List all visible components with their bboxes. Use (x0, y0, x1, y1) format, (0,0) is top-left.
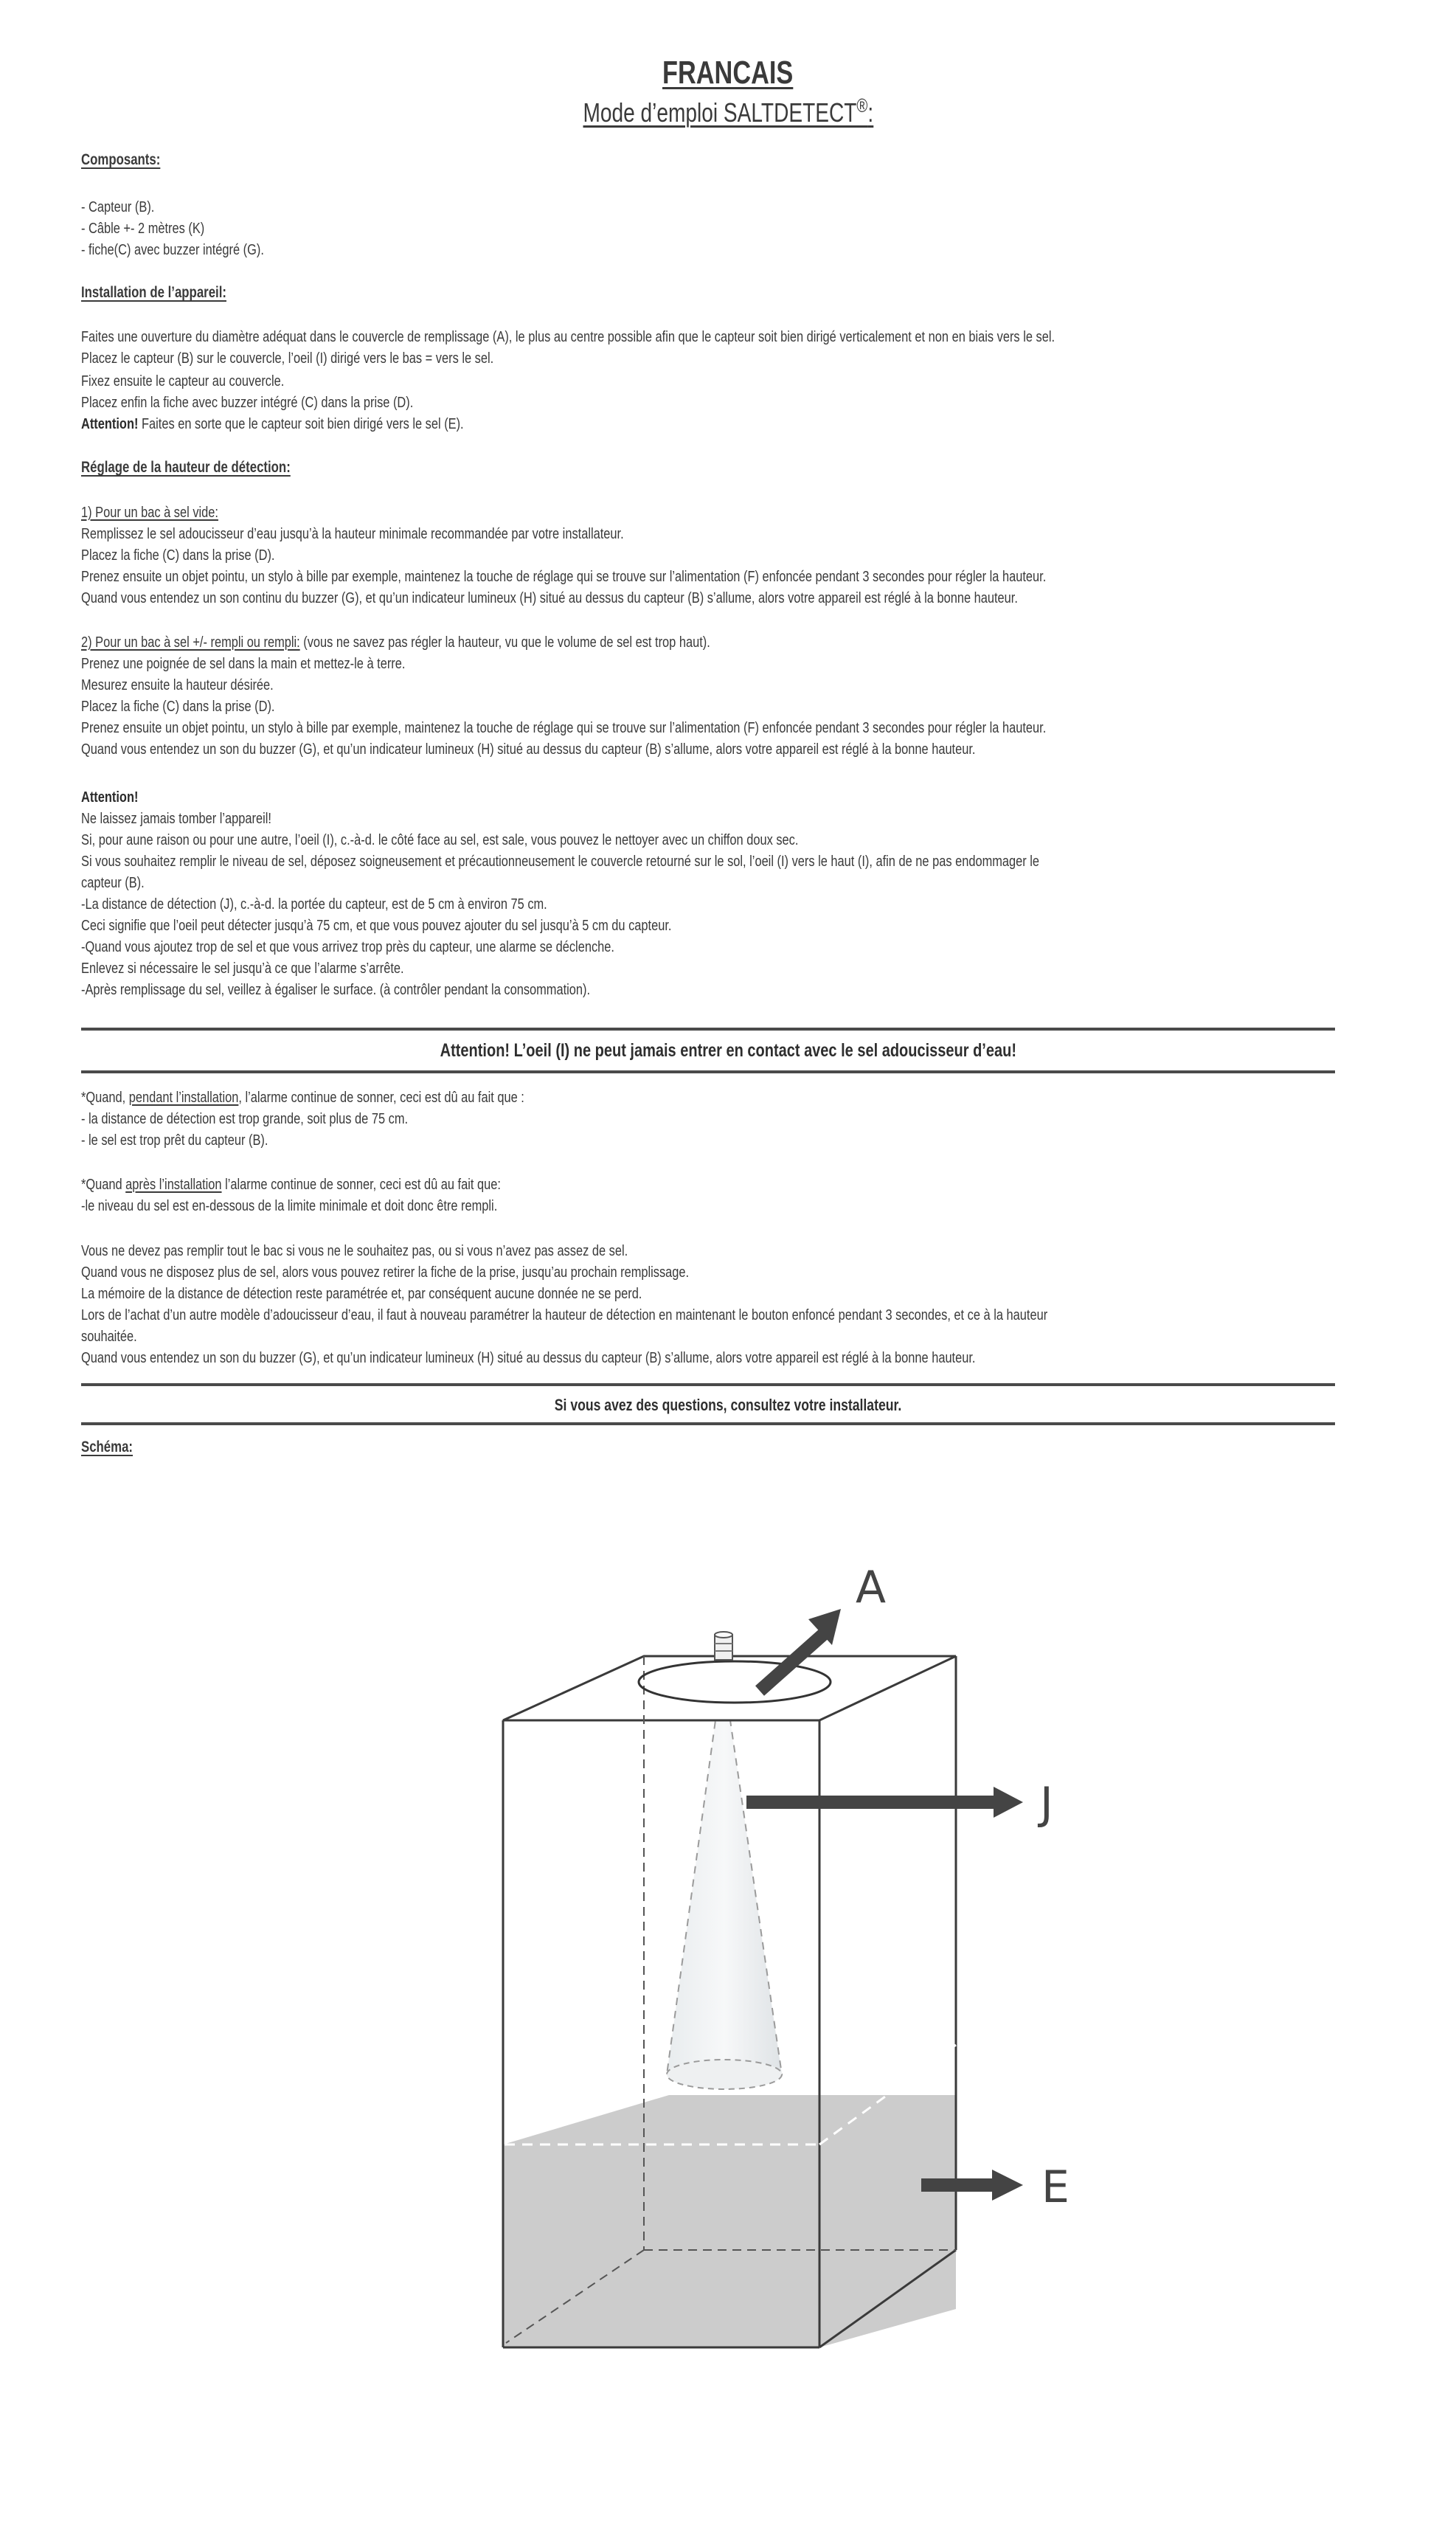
note-line: Vous ne devez pas remplir tout le bac si vous ne le souhaitez pas, ou si vous n’avez pas assez de sel. (81, 1243, 628, 1259)
after-suffix: l’alarme continue de sonner, ceci est dû au fait que: (221, 1177, 501, 1193)
language-title-text: FRANCAIS (662, 55, 794, 91)
warnings-heading: Attention! (81, 789, 139, 806)
warning-line: Si, pour aune raison ou pour une autre, l’oeil (I), c.-à-d. le côté face au sel, est sale, vous pouvez le nettoyer avec un chiffon doux sec. (81, 832, 799, 848)
during-underlined: pendant l’installation (128, 1090, 239, 1106)
filled-bin-line: Quand vous entendez un son du buzzer (G), et qu’un indicateur lumineux (H) situé au dessus du capteur (B) s’allume, alors votre appareil est réglé à la bonne hauteur. (81, 741, 976, 758)
warning-line: -La distance de détection (J), c.-à-d. la portée du capteur, est de 5 cm à environ 75 cm. (81, 896, 547, 913)
filled-bin-line: Prenez une poignée de sel dans la main et mettez-le à terre. (81, 656, 406, 672)
registered-mark: ® (856, 94, 868, 117)
during-prefix: *Quand, (81, 1090, 129, 1106)
component-item: - Capteur (B). (81, 199, 155, 215)
detection-cone (667, 1720, 782, 2074)
detection-cone-base (667, 2060, 782, 2089)
document-title-main: Mode d’emploi SALTDETECT (583, 97, 857, 128)
filled-bin-line: Prenez ensuite un objet pointu, un stylo à bille par exemple, maintenez la touche de réglage qui se trouve sur l’alimentation (F) enfoncée pendant 3 secondes pour régler la hauteur. (81, 720, 1047, 736)
sensor-icon (715, 1632, 732, 1660)
warning-line: Enlevez si nécessaire le sel jusqu’à ce que l’alarme s’arrête. (81, 960, 404, 977)
note-line: Quand vous entendez un son du buzzer (G), et qu’un indicateur lumineux (H) situé au dessus du capteur (B) s’allume, alors votre appareil est réglé à la bonne hauteur. (81, 1350, 976, 1366)
note-line: souhaitée. (81, 1329, 137, 1345)
after-install-cause: -le niveau du sel est en-dessous de la limite minimale et doit donc être rempli. (81, 1198, 498, 1214)
note-line: La mémoire de la distance de détection reste paramétrée et, par conséquent aucune donnée ne se perd. (81, 1286, 642, 1302)
note-line: Quand vous ne disposez plus de sel, alors vous pouvez retirer la fiche de la prise, jusqu’au prochain remplissage. (81, 1264, 690, 1281)
label-salt: E (1041, 2161, 1070, 2213)
after-prefix: *Quand (81, 1177, 126, 1193)
warning-line: Ne laissez jamais tomber l’appareil! (81, 811, 271, 827)
document-title-colon: : (867, 97, 873, 128)
during-install-cause: - la distance de détection est trop grande, soit plus de 75 cm. (81, 1111, 409, 1127)
filled-bin-line: Placez la fiche (C) dans la prise (D). (81, 699, 275, 715)
component-item: - Câble +- 2 mètres (K) (81, 221, 205, 237)
filled-bin-note: (vous ne savez pas régler la hauteur, vu que le volume de sel est trop haut). (299, 634, 710, 651)
salt-fill (503, 2095, 956, 2347)
during-suffix: , l’alarme continue de sonner, ceci est dû au fait que : (238, 1090, 524, 1106)
attention-text: Faites en sorte que le capteur soit bien dirigé vers le sel (E). (138, 416, 464, 432)
arrow-to-detection-range-icon (746, 1787, 1023, 1818)
component-item: - fiche(C) avec buzzer intégré (G). (81, 242, 264, 258)
warning-line: Ceci signifie que l’oeil peut détecter jusqu’à 75 cm, et que vous pouvez ajouter du sel jusqu’à 5 cm du capteur. (81, 918, 672, 934)
installation-heading: Installation de l’appareil: (81, 284, 226, 301)
eye-warning-text: Attention! L’oeil (I) ne peut jamais entrer en contact avec le sel adoucisseur d’eau! (440, 1040, 1016, 1061)
components-heading: Composants: (81, 151, 161, 168)
note-line: Lors de l’achat d’un autre modèle d’adoucisseur d’eau, il faut à nouveau paramétrer la hauteur de détection en maintenant le bouton enfoncé pendant 3 secondes, et ce à la hauteur (81, 1307, 1048, 1323)
label-lid-opening: A (856, 1562, 887, 1613)
schema-heading: Schéma: (81, 1439, 134, 1455)
questions-text: Si vous avez des questions, consultez votre installateur. (554, 1396, 902, 1414)
attention-label: Attention! (81, 416, 139, 432)
empty-bin-line: Remplissez le sel adoucisseur d’eau jusqu’à la hauteur minimale recommandée par votre installateur. (81, 526, 624, 542)
bin-top (503, 1656, 956, 1720)
filled-bin-subheading-title: 2) Pour un bac à sel +/- rempli ou rempli: (81, 634, 300, 651)
warning-line: Si vous souhaitez remplir le niveau de sel, déposez soigneusement et précautionneusement le couvercle retourné sur le sol, l’oeil (I) vers le haut (I), afin de ne pas endommager le (81, 854, 1040, 870)
during-install-cause: - le sel est trop prêt du capteur (B). (81, 1132, 268, 1149)
installation-line: Faites une ouverture du diamètre adéquat dans le couvercle de remplissage (A), le plus au centre possible afin que le capteur soit bien dirigé verticalement et non en biais vers le sel. (81, 329, 1055, 345)
filled-bin-line: Mesurez ensuite la hauteur désirée. (81, 677, 274, 693)
installation-line: Placez le capteur (B) sur le couvercle, l’oeil (I) dirigé vers le bas = vers le sel. (81, 350, 494, 367)
warning-line: -Après remplissage du sel, veillez à égaliser le surface. (à contrôler pendant la consommation). (81, 982, 591, 998)
empty-bin-line: Quand vous entendez un son continu du buzzer (G), et qu’un indicateur lumineux (H) situé au dessus du capteur (B) s’allume, alors votre appareil est réglé à la bonne hauteur. (81, 590, 1018, 606)
empty-bin-line: Prenez ensuite un objet pointu, un stylo à bille par exemple, maintenez la touche de réglage qui se trouve sur l’alimentation (F) enfoncée pendant 3 secondes pour régler la hauteur. (81, 569, 1047, 585)
after-underlined: après l’installation (125, 1177, 222, 1193)
empty-bin-subheading: 1) Pour un bac à sel vide: (81, 505, 218, 521)
empty-bin-line: Placez la fiche (C) dans la prise (D). (81, 547, 275, 564)
warning-line: capteur (B). (81, 875, 145, 891)
warning-line: -Quand vous ajoutez trop de sel et que vous arrivez trop près du capteur, une alarme se déclenche. (81, 939, 614, 955)
installation-line: Fixez ensuite le capteur au couvercle. (81, 373, 285, 390)
installation-line: Placez enfin la fiche avec buzzer intégré (C) dans la prise (D). (81, 395, 414, 411)
label-detection-range: J (1040, 1778, 1053, 1829)
height-setting-heading: Réglage de la hauteur de détection: (81, 459, 291, 476)
lid-opening (639, 1661, 831, 1703)
